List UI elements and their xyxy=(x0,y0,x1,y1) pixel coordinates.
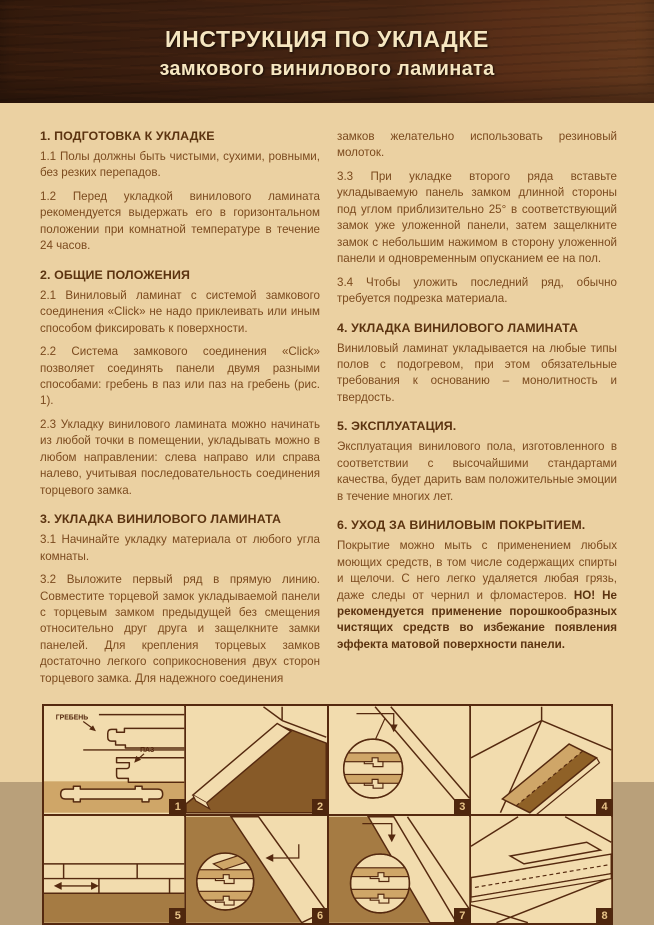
side-lock-zoom-diagram xyxy=(186,816,326,924)
figure-number-badge: 8 xyxy=(596,908,613,925)
figure-number-badge: 1 xyxy=(169,799,186,816)
paragraph-1-1: 1.1 Полы должны быть чистыми, сухими, ровными, без резких перепадов. xyxy=(40,150,320,180)
figure-number-badge: 2 xyxy=(312,799,329,816)
paragraph-3-2-continued: замков желательно использовать резиновый молоток. xyxy=(337,130,617,160)
figure-number-badge: 6 xyxy=(312,908,329,925)
figure-cell-2 xyxy=(186,706,326,814)
end-lock-second-row-diagram xyxy=(329,816,469,924)
paragraph-3-4: 3.4 Чтобы уложить последний ряд, обычно требуется подрезка материала. xyxy=(337,275,617,306)
figure-number-badge: 5 xyxy=(169,908,186,925)
panel-angle-insert-diagram xyxy=(186,706,326,814)
page-subtitle: замкового винилового ламината xyxy=(159,58,495,80)
figure-cell-8 xyxy=(471,816,611,924)
paragraph-2-1: 2.1 Виниловый ламинат с системой замкового соединения «Click» не надо приклеивать или иным способом фиксировать к поверхности. xyxy=(40,288,320,335)
section-5-heading: 5. ЭКСПЛУАТАЦИЯ. xyxy=(337,419,457,434)
paragraph-5: Эксплуатация винилового пола, изготовленного в соответствии с высочайшими стандартами качества, будет дарить вам положительные эмоции в течение многих лет. xyxy=(337,440,617,503)
figure-number-badge: 4 xyxy=(596,799,613,816)
paragraph-6 xyxy=(337,538,617,653)
figure-cell-5 xyxy=(44,816,184,924)
section-4-heading: 4. УКЛАДКА ВИНИЛОВОГО ЛАМИНАТА xyxy=(337,320,579,335)
paragraph-3-3: 3.3 При укладке второго ряда вставьте укладываемую панель замком длинной стороны под углом приблизительно 25° в соответствующий замок уже уложенной панели, затем защелкните замок с небольшим нажимом в сторону уложенной панели и одновременным опусканием ее на пол. xyxy=(337,169,617,266)
instruction-body xyxy=(0,103,654,694)
wood-header xyxy=(0,0,654,103)
paragraph-3-2: 3.2 Выложите первый ряд в прямую линию. Совместите торцевой замок укладываемой панели с торцевым замком предыдущей без смещения относительно друг друга и защелкните замки панелей. Для крепления торцевых замков достаточно легкого соприкосновения двух сторон торцевого замка. Для надежного соединения xyxy=(40,573,320,685)
figure-number-badge: 3 xyxy=(454,799,471,816)
paragraph-6-normal: Покрытие можно мыть с применением любых моющих средств, в том числе содержащих спирты и щелочи. С него легко удаляется любая грязь, даже следы от чернил и фломастеров. xyxy=(337,539,617,602)
figure-cell-4 xyxy=(471,706,611,814)
column-left xyxy=(40,129,320,694)
paragraph-1-2: 1.2 Перед укладкой винилового ламината рекомендуется выдержать его в горизонтальном положении при комнатной температуре в течение 24 часов. xyxy=(40,189,320,253)
tongue-label: ГРЕБЕНЬ xyxy=(55,714,89,722)
paragraph-3-1: 3.1 Начинайте укладку материала от любого угла комнаты. xyxy=(40,533,320,563)
figure-number-badge: 7 xyxy=(454,908,471,925)
figure-cell-1 xyxy=(44,706,184,814)
paragraph-6-warning: НО! Не рекомендуется применение порошкообразных чистящих средств во избежание появления эффекта матовой поверхности панели. xyxy=(337,588,617,651)
end-lock-zoom-diagram xyxy=(329,706,469,814)
paragraph-2-3: 2.3 Укладку винилового ламината можно начинать из любой точки в помещении, укладывать можно в любом направлении: слева направо или справа налево, учитывая последовательность соединения торцевого замка. xyxy=(40,417,320,497)
paragraph-4: Виниловый ламинат укладывается на любые типы полов с подогревом, при этом обязательные требования к основанию – монолитность и твердость. xyxy=(337,341,617,404)
cutting-mark-diagram xyxy=(471,816,611,924)
section-1-heading: 1. ПОДГОТОВКА К УКЛАДКЕ xyxy=(40,129,215,143)
paragraph-2-2: 2.2 Система замкового соединения «Click» позволяет соединять панели двумя разными способами: гребень в паз или паз на гребень (рис. 1). xyxy=(40,345,320,408)
section-6-heading: 6. УХОД ЗА ВИНИЛОВЫМ ПОКРЫТИЕМ. xyxy=(337,518,586,533)
figure-cell-6 xyxy=(186,816,326,924)
column-right xyxy=(337,129,617,694)
page-title: ИНСТРУКЦИЯ ПО УКЛАДКЕ xyxy=(165,26,489,52)
figure-cell-3 xyxy=(329,706,469,814)
figure-cell-7 xyxy=(329,816,469,924)
section-2-heading: 2. ОБЩИЕ ПОЛОЖЕНИЯ xyxy=(40,267,190,282)
first-row-alignment-diagram xyxy=(44,816,184,924)
tongue-groove-profile-diagram xyxy=(44,706,184,814)
laid-panels-diagram xyxy=(471,706,611,814)
groove-label: ПАЗ xyxy=(140,747,155,755)
section-3-heading: 3. УКЛАДКА ВИНИЛОВОГО ЛАМИНАТА xyxy=(40,512,282,527)
figure-grid xyxy=(42,704,613,925)
